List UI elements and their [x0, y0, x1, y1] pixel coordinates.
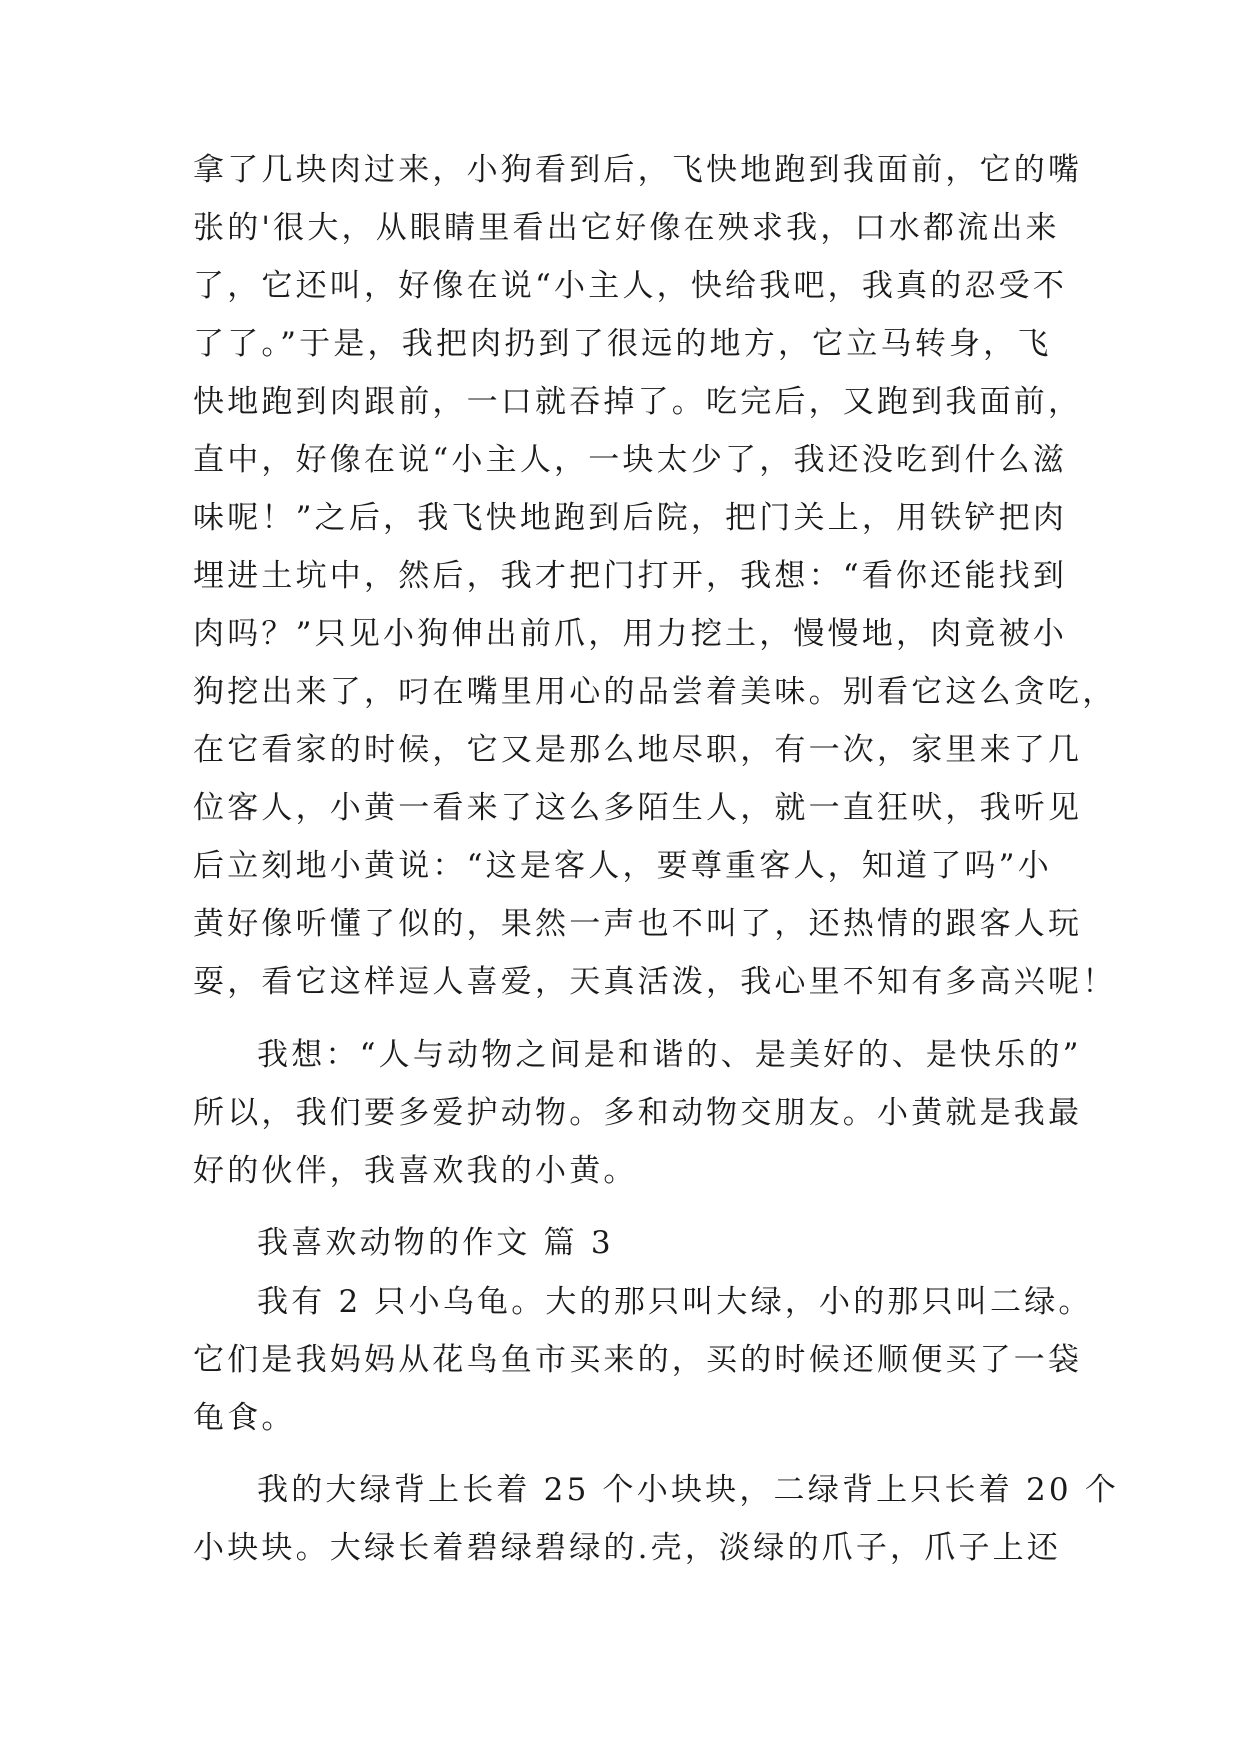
text-line: 在它看家的时候，它又是那么地尽职，有一次，家里来了几: [193, 732, 1083, 768]
text-line: 耍，看它这样逗人喜爱，天真活泼，我心里不知有多高兴呢！: [193, 964, 1117, 1000]
text-line: 了，它还叫，好像在说“小主人，快给我吧，我真的忍受不: [193, 268, 1068, 304]
text-line: 快地跑到肉跟前，一口就吞掉了。吃完后，又跑到我面前，: [193, 384, 1083, 420]
text-line: 狗挖出来了，叼在嘴里用心的品尝着美味。别看它这么贪吃，: [193, 674, 1117, 710]
paragraph-first-line: 我想：“人与动物之间是和谐的、是美好的、是快乐的”: [257, 1037, 1082, 1073]
text-line: 好的伙伴，我喜欢我的小黄。: [193, 1153, 638, 1189]
text-line: 了了。”于是，我把肉扔到了很远的地方，它立马转身，飞: [193, 326, 1052, 362]
text-line: 小块块。大绿长着碧绿碧绿的.壳，淡绿的爪子，爪子上还: [193, 1530, 1062, 1566]
text-line: 张的'很大，从眼睛里看出它好像在殃求我，口水都流出来: [193, 210, 1060, 246]
text-line: 它们是我妈妈从花鸟鱼市买来的，买的时候还顺便买了一袋: [193, 1342, 1083, 1378]
text-line: 拿了几块肉过来，小狗看到后，飞快地跑到我面前，它的嘴: [193, 152, 1083, 188]
text-line: 龟食。: [193, 1400, 296, 1436]
text-line: 所以，我们要多爱护动物。多和动物交朋友。小黄就是我最: [193, 1095, 1083, 1131]
section-heading: 我喜欢动物的作文 篇 3: [257, 1225, 614, 1261]
text-line: 黄好像听懂了似的，果然一声也不叫了，还热情的跟客人玩: [193, 906, 1083, 942]
text-line: 埋进土坑中，然后，我才把门打开，我想：“看你还能找到: [193, 558, 1068, 594]
text-line: 肉吗？”只见小狗伸出前爪，用力挖土，慢慢地，肉竟被小: [193, 616, 1068, 652]
paragraph-first-line: 我有 2 只小乌龟。大的那只叫大绿，小的那只叫二绿。: [257, 1284, 1093, 1320]
text-line: 后立刻地小黄说：“这是客人，要尊重客人，知道了吗”小: [193, 848, 1052, 884]
text-line: 味呢！”之后，我飞快地跑到后院，把门关上，用铁铲把肉: [193, 500, 1068, 536]
text-line: 位客人，小黄一看来了这么多陌生人，就一直狂吠，我听见: [193, 790, 1083, 826]
text-line: 直中，好像在说“小主人，一块太少了，我还没吃到什么滋: [193, 442, 1068, 478]
paragraph-first-line: 我的大绿背上长着 25 个小块块，二绿背上只长着 20 个: [257, 1472, 1120, 1508]
